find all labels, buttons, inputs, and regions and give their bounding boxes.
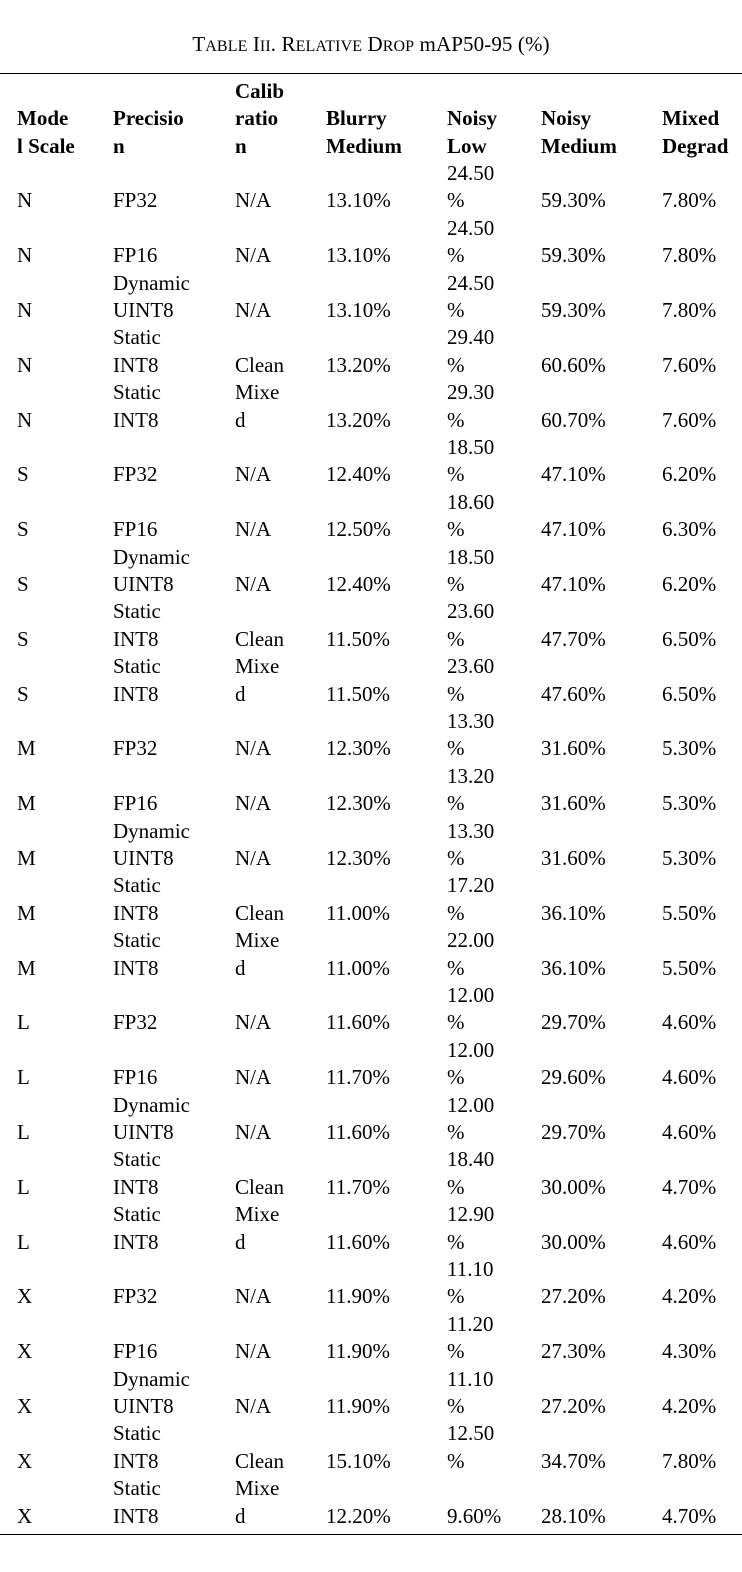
cell-precision: FP32 xyxy=(113,188,158,213)
cell-precision: FP16 xyxy=(113,1065,158,1090)
cell-precision: Static INT8 xyxy=(113,1421,161,1473)
cell-mixed-degrad: 4.20% xyxy=(662,1393,717,1418)
table-row xyxy=(0,1201,742,1256)
cell-noisy-medium: 47.70% xyxy=(541,626,606,651)
cell-calibration: N/A xyxy=(235,1119,272,1144)
cell-noisy-medium: 29.60% xyxy=(541,1065,606,1090)
header-precision: Precisio n xyxy=(113,106,184,158)
cell-noisy-medium: 36.10% xyxy=(541,900,606,925)
cell-model-scale: M xyxy=(17,791,36,816)
cell-mixed-degrad: 7.80% xyxy=(662,1448,717,1473)
cell-mixed-degrad: 7.80% xyxy=(662,297,717,322)
cell-blurry-medium: 13.10% xyxy=(326,297,391,322)
cell-calibration: Mixe d xyxy=(235,928,280,980)
cell-noisy-medium: 47.10% xyxy=(541,462,606,487)
table-row xyxy=(0,763,742,818)
cell-mixed-degrad: 5.30% xyxy=(662,791,717,816)
table-row xyxy=(0,544,742,599)
cell-blurry-medium: 11.50% xyxy=(326,626,390,651)
cell-model-scale: L xyxy=(17,1010,30,1035)
cell-calibration: Mixe d xyxy=(235,654,280,706)
cell-noisy-low: 12.90 % xyxy=(447,1202,495,1254)
cell-mixed-degrad: 4.60% xyxy=(662,1010,717,1035)
cell-noisy-medium: 31.60% xyxy=(541,736,606,761)
table-title: RELATIVE DROP mAP50-95 (%) xyxy=(281,32,550,56)
cell-noisy-low: 12.00 % xyxy=(447,1037,495,1090)
cell-model-scale: M xyxy=(17,736,36,761)
cell-model-scale: S xyxy=(17,517,29,542)
cell-precision: Static INT8 xyxy=(113,380,161,432)
cell-mixed-degrad: 4.30% xyxy=(662,1339,717,1364)
cell-precision: Dynamic UINT8 xyxy=(113,1366,190,1418)
cell-noisy-medium: 47.60% xyxy=(541,681,606,706)
table-row xyxy=(0,598,742,653)
cell-blurry-medium: 11.90% xyxy=(326,1339,390,1364)
cell-blurry-medium: 11.00% xyxy=(326,900,390,925)
cell-precision: FP32 xyxy=(113,462,158,487)
cell-mixed-degrad: 5.50% xyxy=(662,955,717,980)
cell-noisy-low: 22.00 % xyxy=(447,928,495,980)
cell-model-scale: L xyxy=(17,1229,30,1254)
cell-precision: FP16 xyxy=(113,791,158,816)
cell-model-scale: X xyxy=(17,1339,33,1364)
cell-noisy-medium: 30.00% xyxy=(541,1174,606,1199)
cell-mixed-degrad: 5.30% xyxy=(662,736,717,761)
table-row xyxy=(0,653,742,708)
cell-model-scale: X xyxy=(17,1284,33,1309)
cell-calibration: Clean xyxy=(235,900,284,925)
cell-model-scale: N xyxy=(17,352,33,377)
cell-mixed-degrad: 7.80% xyxy=(662,243,717,268)
cell-noisy-medium: 36.10% xyxy=(541,955,606,980)
cell-noisy-medium: 31.60% xyxy=(541,791,606,816)
cell-blurry-medium: 11.70% xyxy=(326,1065,390,1090)
cell-noisy-medium: 60.70% xyxy=(541,407,606,432)
table-row xyxy=(0,872,742,927)
cell-precision: Static INT8 xyxy=(113,1202,161,1254)
cell-precision: Static INT8 xyxy=(113,1147,161,1199)
cell-calibration: N/A xyxy=(235,791,272,816)
cell-mixed-degrad: 4.60% xyxy=(662,1065,717,1090)
table-row xyxy=(0,1037,742,1092)
cell-calibration: N/A xyxy=(235,1010,272,1035)
cell-noisy-medium: 34.70% xyxy=(541,1448,606,1473)
table-row xyxy=(0,379,742,434)
header-mixed-degrad: Mixed Degrad xyxy=(662,106,729,158)
cell-noisy-low: 13.20 % xyxy=(447,763,495,816)
cell-calibration: Clean xyxy=(235,1448,284,1473)
cell-noisy-low: 11.10 % xyxy=(447,1256,494,1309)
table-row xyxy=(0,927,742,982)
cell-mixed-degrad: 4.60% xyxy=(662,1229,717,1254)
cell-model-scale: S xyxy=(17,681,29,706)
table-row xyxy=(0,818,742,873)
cell-noisy-low: 23.60 % xyxy=(447,599,495,651)
cell-precision: FP32 xyxy=(113,1284,158,1309)
cell-noisy-low: 13.30 % xyxy=(447,708,495,761)
table-row xyxy=(0,708,742,763)
cell-noisy-low: 18.60 % xyxy=(447,489,495,542)
cell-noisy-low: 29.40 % xyxy=(447,325,495,377)
cell-noisy-low: 24.50 % xyxy=(447,215,495,268)
cell-noisy-low: 11.10 % xyxy=(447,1366,494,1418)
cell-noisy-medium: 47.10% xyxy=(541,517,606,542)
cell-noisy-medium: 47.10% xyxy=(541,571,606,596)
cell-blurry-medium: 11.60% xyxy=(326,1229,390,1254)
table-body xyxy=(0,160,742,1530)
cell-blurry-medium: 12.40% xyxy=(326,571,391,596)
cell-blurry-medium: 12.40% xyxy=(326,462,391,487)
cell-noisy-low: 18.50 % xyxy=(447,434,495,487)
cell-calibration: Mixe d xyxy=(235,380,280,432)
cell-noisy-low: 12.00 % xyxy=(447,982,495,1035)
table-row xyxy=(0,1366,742,1421)
cell-noisy-low: 12.00 % xyxy=(447,1092,495,1144)
cell-model-scale: N xyxy=(17,188,33,213)
cell-calibration: N/A xyxy=(235,1393,272,1418)
cell-model-scale: N xyxy=(17,407,33,432)
cell-blurry-medium: 11.60% xyxy=(326,1010,390,1035)
cell-precision: Static INT8 xyxy=(113,928,161,980)
cell-mixed-degrad: 4.70% xyxy=(662,1503,717,1528)
cell-noisy-medium: 27.20% xyxy=(541,1393,606,1418)
cell-blurry-medium: 12.20% xyxy=(326,1503,391,1528)
cell-noisy-medium: 30.00% xyxy=(541,1229,606,1254)
cell-noisy-medium: 27.20% xyxy=(541,1284,606,1309)
cell-model-scale: L xyxy=(17,1174,30,1199)
cell-precision: Dynamic UINT8 xyxy=(113,270,190,322)
cell-blurry-medium: 11.60% xyxy=(326,1119,390,1144)
header-model-scale: Mode l Scale xyxy=(17,106,75,158)
cell-model-scale: L xyxy=(17,1065,30,1090)
cell-noisy-medium: 28.10% xyxy=(541,1503,606,1528)
table-row xyxy=(0,489,742,544)
cell-precision: Static INT8 xyxy=(113,599,161,651)
cell-blurry-medium: 12.30% xyxy=(326,736,391,761)
cell-calibration: Clean xyxy=(235,352,284,377)
cell-calibration: N/A xyxy=(235,462,272,487)
cell-model-scale: S xyxy=(17,571,29,596)
cell-precision: Static INT8 xyxy=(113,654,161,706)
table-number: TABLE III. xyxy=(192,32,277,56)
cell-noisy-low: 13.30 % xyxy=(447,818,495,870)
cell-calibration: N/A xyxy=(235,736,272,761)
cell-noisy-medium: 29.70% xyxy=(541,1010,606,1035)
cell-calibration: N/A xyxy=(235,845,272,870)
cell-model-scale: N xyxy=(17,243,33,268)
table-row xyxy=(0,1256,742,1311)
cell-mixed-degrad: 7.60% xyxy=(662,352,717,377)
table-row xyxy=(0,215,742,270)
cell-mixed-degrad: 7.80% xyxy=(662,188,717,213)
cell-noisy-medium: 59.30% xyxy=(541,188,606,213)
cell-model-scale: M xyxy=(17,955,36,980)
cell-noisy-low: 11.20 % xyxy=(447,1311,494,1364)
header-noisy-low: Noisy Low xyxy=(447,106,498,158)
cell-precision: FP32 xyxy=(113,1010,158,1035)
header-noisy-medium: Noisy Medium xyxy=(541,106,617,158)
cell-noisy-medium: 59.30% xyxy=(541,297,606,322)
cell-blurry-medium: 11.50% xyxy=(326,681,390,706)
cell-noisy-low: 29.30 % xyxy=(447,380,495,432)
cell-noisy-low: 12.50 % xyxy=(447,1421,495,1473)
cell-model-scale: S xyxy=(17,626,29,651)
cell-precision: FP16 xyxy=(113,517,158,542)
cell-blurry-medium: 11.90% xyxy=(326,1284,390,1309)
cell-noisy-medium: 31.60% xyxy=(541,845,606,870)
cell-blurry-medium: 15.10% xyxy=(326,1448,391,1473)
cell-noisy-low: 9.60% xyxy=(447,1503,502,1528)
header-blurry-medium: Blurry Medium xyxy=(326,106,402,158)
cell-noisy-low: 24.50 % xyxy=(447,160,495,213)
cell-precision: Static INT8 xyxy=(113,873,161,925)
table-bottom-rule xyxy=(0,1534,742,1535)
cell-noisy-low: 17.20 % xyxy=(447,873,495,925)
table-row xyxy=(0,434,742,489)
table-row xyxy=(0,982,742,1037)
cell-blurry-medium: 11.70% xyxy=(326,1174,390,1199)
cell-mixed-degrad: 6.50% xyxy=(662,626,717,651)
header-calibration: Calib ratio n xyxy=(235,78,285,158)
cell-calibration: Mixe d xyxy=(235,1202,280,1254)
cell-mixed-degrad: 6.20% xyxy=(662,462,717,487)
table-caption xyxy=(0,30,742,61)
table-row xyxy=(0,324,742,379)
cell-blurry-medium: 13.10% xyxy=(326,243,391,268)
cell-mixed-degrad: 6.50% xyxy=(662,681,717,706)
cell-blurry-medium: 13.20% xyxy=(326,352,391,377)
cell-model-scale: M xyxy=(17,845,36,870)
cell-calibration: N/A xyxy=(235,571,272,596)
cell-calibration: Clean xyxy=(235,626,284,651)
cell-blurry-medium: 13.10% xyxy=(326,188,391,213)
cell-model-scale: S xyxy=(17,462,29,487)
table-row xyxy=(0,1092,742,1147)
cell-noisy-medium: 27.30% xyxy=(541,1339,606,1364)
cell-noisy-medium: 29.70% xyxy=(541,1119,606,1144)
cell-precision: FP16 xyxy=(113,243,158,268)
table-top-rule xyxy=(0,73,742,74)
table-header xyxy=(0,76,742,160)
table-row xyxy=(0,1420,742,1475)
cell-noisy-low: 18.40 % xyxy=(447,1147,495,1199)
cell-precision: Static INT8 xyxy=(113,325,161,377)
cell-noisy-medium: 59.30% xyxy=(541,243,606,268)
cell-calibration: N/A xyxy=(235,1339,272,1364)
table-row xyxy=(0,1311,742,1366)
cell-calibration: N/A xyxy=(235,1065,272,1090)
cell-noisy-low: 18.50 % xyxy=(447,544,495,596)
cell-blurry-medium: 11.00% xyxy=(326,955,390,980)
cell-model-scale: M xyxy=(17,900,36,925)
cell-model-scale: X xyxy=(17,1393,33,1418)
table-row xyxy=(0,1475,742,1530)
cell-blurry-medium: 12.50% xyxy=(326,517,391,542)
cell-mixed-degrad: 4.70% xyxy=(662,1174,717,1199)
cell-model-scale: L xyxy=(17,1119,30,1144)
table-row xyxy=(0,270,742,325)
cell-model-scale: N xyxy=(17,297,33,322)
cell-mixed-degrad: 5.30% xyxy=(662,845,717,870)
cell-blurry-medium: 12.30% xyxy=(326,845,391,870)
cell-noisy-low: 24.50 % xyxy=(447,270,495,322)
cell-mixed-degrad: 6.30% xyxy=(662,517,717,542)
cell-precision: Dynamic UINT8 xyxy=(113,818,190,870)
cell-mixed-degrad: 4.60% xyxy=(662,1119,717,1144)
cell-calibration: N/A xyxy=(235,1284,272,1309)
cell-calibration: Mixe d xyxy=(235,1476,280,1528)
cell-mixed-degrad: 7.60% xyxy=(662,407,717,432)
cell-precision: FP16 xyxy=(113,1339,158,1364)
table-row xyxy=(0,1146,742,1201)
cell-calibration: N/A xyxy=(235,188,272,213)
cell-precision: Dynamic UINT8 xyxy=(113,1092,190,1144)
cell-mixed-degrad: 5.50% xyxy=(662,900,717,925)
table-row xyxy=(0,160,742,215)
cell-mixed-degrad: 6.20% xyxy=(662,571,717,596)
cell-blurry-medium: 11.90% xyxy=(326,1393,390,1418)
cell-calibration: Clean xyxy=(235,1174,284,1199)
cell-noisy-medium: 60.60% xyxy=(541,352,606,377)
cell-precision: Static INT8 xyxy=(113,1476,161,1528)
cell-blurry-medium: 12.30% xyxy=(326,791,391,816)
cell-calibration: N/A xyxy=(235,243,272,268)
cell-model-scale: X xyxy=(17,1448,33,1473)
cell-mixed-degrad: 4.20% xyxy=(662,1284,717,1309)
cell-blurry-medium: 13.20% xyxy=(326,407,391,432)
cell-precision: FP32 xyxy=(113,736,158,761)
cell-precision: Dynamic UINT8 xyxy=(113,544,190,596)
cell-calibration: N/A xyxy=(235,297,272,322)
cell-model-scale: X xyxy=(17,1503,33,1528)
cell-noisy-low: 23.60 % xyxy=(447,654,495,706)
cell-calibration: N/A xyxy=(235,517,272,542)
